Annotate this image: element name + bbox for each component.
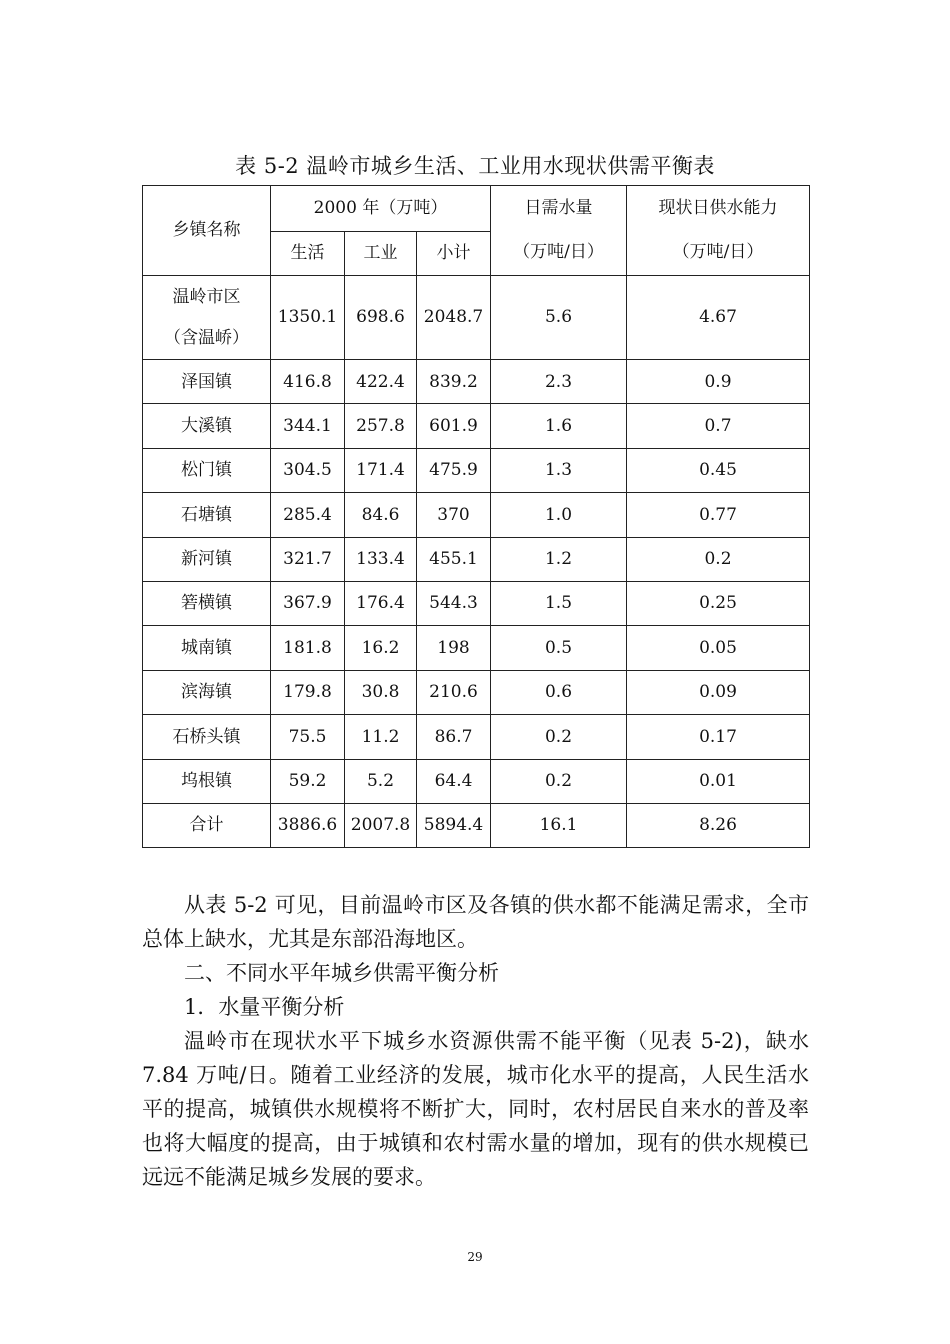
cell-town: 城南镇 — [143, 626, 271, 670]
cell-supply: 0.77 — [627, 493, 810, 537]
cell-living: 1350.1 — [271, 276, 345, 360]
table-row — [143, 626, 810, 670]
cell-living: 321.7 — [271, 537, 345, 581]
table-row — [143, 448, 810, 492]
cell-demand: 16.1 — [491, 803, 627, 847]
cell-industry: 84.6 — [345, 493, 417, 537]
cell-subtotal: 2048.7 — [417, 276, 491, 360]
header-daily-demand: 日需水量 （万吨/日） — [491, 186, 627, 276]
table-caption: 表 5-2 温岭市城乡生活、工业用水现状供需平衡表 — [235, 154, 715, 178]
cell-demand: 0.2 — [491, 759, 627, 803]
cell-supply: 4.67 — [627, 276, 810, 360]
cell-industry: 422.4 — [345, 360, 417, 404]
cell-subtotal: 370 — [417, 493, 491, 537]
cell-supply: 0.05 — [627, 626, 810, 670]
table-row — [143, 537, 810, 581]
cell-industry: 698.6 — [345, 276, 417, 360]
table-row — [143, 581, 810, 625]
cell-supply: 0.09 — [627, 670, 810, 714]
header-industry: 工业 — [345, 232, 417, 276]
cell-industry: 30.8 — [345, 670, 417, 714]
cell-demand: 0.5 — [491, 626, 627, 670]
cell-demand: 0.6 — [491, 670, 627, 714]
header-year: 2000 年（万吨） — [271, 186, 491, 232]
cell-demand: 0.2 — [491, 715, 627, 759]
cell-living: 179.8 — [271, 670, 345, 714]
header-supply-capacity: 现状日供水能力 （万吨/日） — [627, 186, 810, 276]
header-subtotal: 小计 — [417, 232, 491, 276]
cell-living: 304.5 — [271, 448, 345, 492]
header-town: 乡镇名称 — [143, 186, 271, 276]
water-balance-table — [142, 185, 810, 848]
cell-living: 285.4 — [271, 493, 345, 537]
table-row — [143, 404, 810, 448]
cell-town: 石桥头镇 — [143, 715, 271, 759]
table-row — [143, 759, 810, 803]
cell-town: 合计 — [143, 803, 271, 847]
cell-demand: 1.2 — [491, 537, 627, 581]
cell-town: 新河镇 — [143, 537, 271, 581]
paragraph-1: 从表 5-2 可见，目前温岭市区及各镇的供水都不能满足需求，全市总体上缺水，尤其是东部沿海地区。 — [142, 893, 809, 951]
cell-industry: 5.2 — [345, 759, 417, 803]
cell-living: 3886.6 — [271, 803, 345, 847]
table-row — [143, 803, 810, 847]
cell-subtotal: 210.6 — [417, 670, 491, 714]
table-row — [143, 360, 810, 404]
cell-subtotal: 86.7 — [417, 715, 491, 759]
cell-industry: 11.2 — [345, 715, 417, 759]
cell-subtotal: 64.4 — [417, 759, 491, 803]
cell-living: 59.2 — [271, 759, 345, 803]
cell-supply: 0.2 — [627, 537, 810, 581]
cell-town: 石塘镇 — [143, 493, 271, 537]
cell-industry: 176.4 — [345, 581, 417, 625]
cell-subtotal: 198 — [417, 626, 491, 670]
cell-demand: 1.5 — [491, 581, 627, 625]
cell-supply: 0.45 — [627, 448, 810, 492]
cell-subtotal: 839.2 — [417, 360, 491, 404]
cell-subtotal: 455.1 — [417, 537, 491, 581]
table-row — [143, 493, 810, 537]
body-text — [142, 888, 809, 1194]
cell-demand: 1.0 — [491, 493, 627, 537]
cell-supply: 0.25 — [627, 581, 810, 625]
cell-demand: 5.6 — [491, 276, 627, 360]
cell-town: 泽国镇 — [143, 360, 271, 404]
cell-town: 温岭市区 （含温峤） — [143, 276, 271, 360]
paragraph-2: 温岭市在现状水平下城乡水资源供需不能平衡（见表 5-2)，缺水 7.84 万吨/日。随着工业经济的发展，城市化水平的提高，人民生活水平的提高，城镇供水规模将不断扩大，同时，农村居民自来水的普及率也将大幅度的提高，由于城镇和农村需水量的增加，现有的供水规模已远远不能满足城乡发展的要求。 — [142, 1029, 809, 1189]
cell-demand: 2.3 — [491, 360, 627, 404]
cell-town: 大溪镇 — [143, 404, 271, 448]
cell-town: 松门镇 — [143, 448, 271, 492]
cell-demand: 1.3 — [491, 448, 627, 492]
section-heading: 二、不同水平年城乡供需平衡分析 — [184, 961, 499, 985]
cell-supply: 8.26 — [627, 803, 810, 847]
table-row — [143, 715, 810, 759]
cell-town: 坞根镇 — [143, 759, 271, 803]
cell-industry: 2007.8 — [345, 803, 417, 847]
cell-supply: 0.17 — [627, 715, 810, 759]
cell-supply: 0.9 — [627, 360, 810, 404]
cell-living: 344.1 — [271, 404, 345, 448]
cell-subtotal: 5894.4 — [417, 803, 491, 847]
cell-demand: 1.6 — [491, 404, 627, 448]
cell-subtotal: 544.3 — [417, 581, 491, 625]
cell-supply: 0.01 — [627, 759, 810, 803]
cell-town: 箬横镇 — [143, 581, 271, 625]
cell-living: 75.5 — [271, 715, 345, 759]
cell-subtotal: 475.9 — [417, 448, 491, 492]
cell-town: 滨海镇 — [143, 670, 271, 714]
cell-subtotal: 601.9 — [417, 404, 491, 448]
cell-living: 416.8 — [271, 360, 345, 404]
cell-industry: 16.2 — [345, 626, 417, 670]
cell-supply: 0.7 — [627, 404, 810, 448]
cell-industry: 257.8 — [345, 404, 417, 448]
subsection-heading: 1．水量平衡分析 — [184, 995, 345, 1019]
table-row — [143, 670, 810, 714]
cell-industry: 133.4 — [345, 537, 417, 581]
table-row — [143, 276, 810, 360]
cell-living: 367.9 — [271, 581, 345, 625]
cell-industry: 171.4 — [345, 448, 417, 492]
header-living: 生活 — [271, 232, 345, 276]
cell-living: 181.8 — [271, 626, 345, 670]
page-number: 29 — [467, 1250, 483, 1264]
